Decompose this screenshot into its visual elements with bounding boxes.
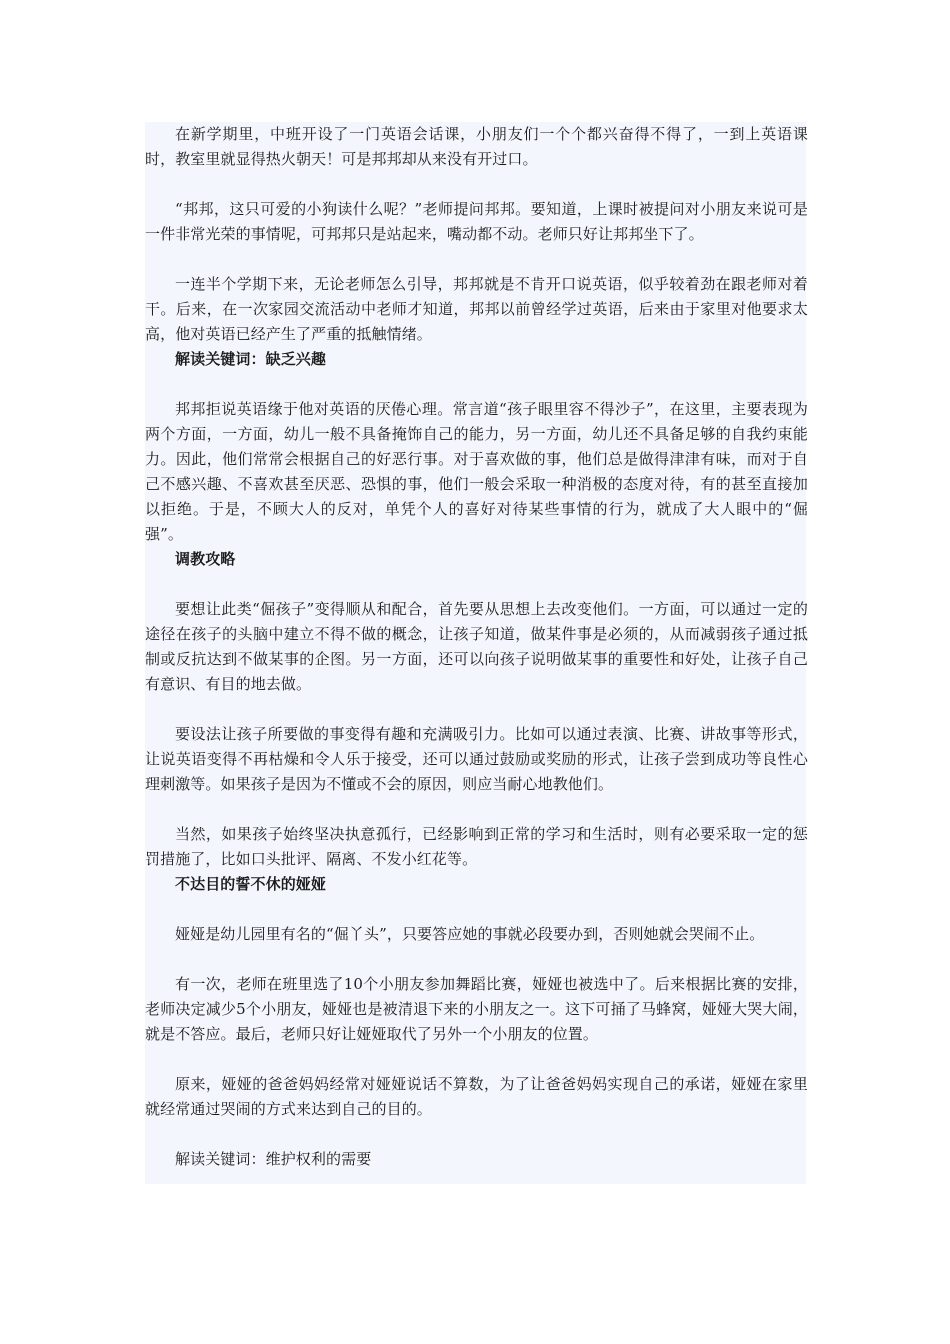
paragraph: 在新学期里，中班开设了一门英语会话课，小朋友们一个个都兴奋得不得了，一到上英语课时，教室里就显得热火朝天！可是邦邦却从来没有开过口。 [145, 125, 808, 168]
paragraph: “邦邦，这只可爱的小狗读什么呢？”老师提问邦邦。要知道，上课时被提问对小朋友来说可是一件非常光荣的事情呢，可邦邦只是站起来，嘴动都不动。老师只好让邦邦坐下了。 [145, 200, 808, 243]
article-body [145, 122, 808, 1172]
section-heading: 不达目的誓不休的娅娅 [175, 875, 327, 893]
paragraph: 有一次，老师在班里选了10个小朋友参加舞蹈比赛，娅娅也被选中了。后来根据比赛的安排，老师决定减少5个小朋友，娅娅也是被清退下来的小朋友之一。这下可捅了马蜂窝，娅娅大哭大闹，就是不答应。最后，老师只好让娅娅取代了另外一个小朋友的位置。 [145, 975, 808, 1043]
paragraph-spacer [145, 897, 808, 922]
paragraph-spacer [145, 697, 808, 722]
paragraph: 解读关键词：维护权利的需要 [175, 1150, 372, 1168]
paragraph-spacer [145, 572, 808, 597]
paragraph-spacer [145, 1122, 808, 1147]
paragraph-spacer [145, 947, 808, 972]
paragraph: 要设法让孩子所要做的事变得有趣和充满吸引力。比如可以通过表演、比赛、讲故事等形式，让说英语变得不再枯燥和令人乐于接受，还可以通过鼓励或奖励的形式，让孩子尝到成功等良性心理刺激等。如果孩子是因为不懂或不会的原因，则应当耐心地教他们。 [145, 725, 808, 793]
section-heading: 解读关键词：缺乏兴趣 [175, 350, 327, 368]
section-heading: 调教攻略 [175, 550, 236, 568]
paragraph: 当然，如果孩子始终坚决执意孤行，已经影响到正常的学习和生活时，则有必要采取一定的惩罚措施了，比如口头批评、隔离、不发小红花等。 [145, 825, 808, 868]
paragraph-spacer [145, 172, 808, 197]
paragraph: 原来，娅娅的爸爸妈妈经常对娅娅说话不算数，为了让爸爸妈妈实现自己的承诺，娅娅在家里就经常通过哭闹的方式来达到自己的目的。 [145, 1075, 808, 1118]
paragraph-spacer [145, 247, 808, 272]
paragraph-spacer [145, 372, 808, 397]
paragraph: 娅娅是幼儿园里有名的“倔丫头”，只要答应她的事就必段要办到，否则她就会哭闹不止。 [175, 925, 765, 943]
paragraph: 要想让此类“倔孩子”变得顺从和配合，首先要从思想上去改变他们。一方面，可以通过一定的途径在孩子的头脑中建立不得不做的概念，让孩子知道，做某件事是必须的，从而减弱孩子通过抵制或反抗达到不做某事的企图。另一方面，还可以向孩子说明做某事的重要性和好处，让孩子自己有意识、有目的地去做。 [145, 600, 808, 693]
paragraph-spacer [145, 1047, 808, 1072]
paragraph: 邦邦拒说英语缘于他对英语的厌倦心理。常言道“孩子眼里容不得沙子”，在这里，主要表现为两个方面，一方面，幼儿一般不具备掩饰自己的能力，另一方面，幼儿还不具备足够的自我约束能力。因此，他们常常会根据自己的好恶行事。对于喜欢做的事，他们总是做得津津有味，而对于自己不感兴趣、不喜欢甚至厌恶、恐惧的事，他们一般会采取一种消极的态度对待，有的甚至直接加以拒绝。于是，不顾大人的反对，单凭个人的喜好对待某些事情的行为，就成了大人眼中的“倔强”。 [145, 400, 808, 543]
paragraph: 一连半个学期下来，无论老师怎么引导，邦邦就是不肯开口说英语，似乎较着劲在跟老师对着干。后来，在一次家园交流活动中老师才知道，邦邦以前曾经学过英语，后来由于家里对他要求太高，他对英语已经产生了严重的抵触情绪。 [145, 275, 808, 343]
paragraph-spacer [145, 797, 808, 822]
